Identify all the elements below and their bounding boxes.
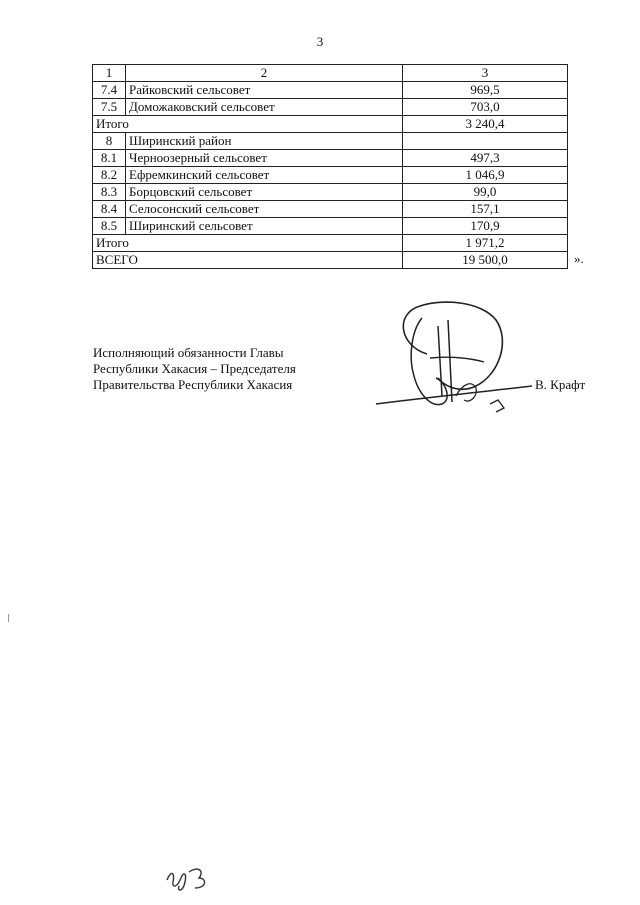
table-row — [93, 82, 568, 99]
signer-title-line-2: Республики Хакасия – Председателя — [93, 361, 296, 376]
municipality-name: Ширинский сельсовет — [126, 218, 403, 235]
margin-mark — [8, 614, 9, 622]
total-value: 1 971,2 — [403, 235, 568, 252]
allocation-table — [92, 64, 568, 269]
municipality-name: Селосонский сельсовет — [126, 201, 403, 218]
table-row — [93, 99, 568, 116]
table-row — [93, 184, 568, 201]
amount-value: 157,1 — [403, 201, 568, 218]
municipality-name: Доможаковский сельсовет — [126, 99, 403, 116]
total-label: Итого — [93, 235, 403, 252]
row-number: 7.5 — [93, 99, 126, 116]
row-number: 8.5 — [93, 218, 126, 235]
table-header-row — [93, 65, 568, 82]
table-row — [93, 167, 568, 184]
table-row — [93, 252, 568, 269]
row-number: 7.4 — [93, 82, 126, 99]
total-value: 19 500,0 — [403, 252, 568, 269]
row-number: 8.2 — [93, 167, 126, 184]
amount-value: 497,3 — [403, 150, 568, 167]
table-row — [93, 150, 568, 167]
header-cell-3: 3 — [403, 65, 568, 82]
amount-value: 703,0 — [403, 99, 568, 116]
amount-value: 969,5 — [403, 82, 568, 99]
municipality-name: Ширинский район — [126, 133, 403, 150]
row-number: 8.4 — [93, 201, 126, 218]
row-number: 8.3 — [93, 184, 126, 201]
municipality-name: Черноозерный сельсовет — [126, 150, 403, 167]
amount-value: 170,9 — [403, 218, 568, 235]
header-cell-1: 1 — [93, 65, 126, 82]
total-value: 3 240,4 — [403, 116, 568, 133]
amount-value — [403, 133, 568, 150]
signer-title — [93, 345, 296, 393]
page-number: 3 — [316, 34, 324, 49]
table-row — [93, 133, 568, 150]
municipality-name: Райковский сельсовет — [126, 82, 403, 99]
handwritten-signature — [372, 296, 537, 421]
signer-title-line-1: Исполняющий обязанности Главы — [93, 345, 284, 360]
handwritten-initials — [163, 862, 213, 894]
total-label: ВСЕГО — [93, 252, 403, 269]
municipality-name: Борцовский сельсовет — [126, 184, 403, 201]
row-number: 8 — [93, 133, 126, 150]
row-number: 8.1 — [93, 150, 126, 167]
header-cell-2: 2 — [126, 65, 403, 82]
municipality-name: Ефремкинский сельсовет — [126, 167, 403, 184]
closing-quote: ». — [574, 251, 584, 266]
amount-value: 99,0 — [403, 184, 568, 201]
table-row — [93, 235, 568, 252]
table-row — [93, 218, 568, 235]
amount-value: 1 046,9 — [403, 167, 568, 184]
signer-title-line-3: Правительства Республики Хакасия — [93, 377, 293, 392]
total-label: Итого — [93, 116, 403, 133]
table-row — [93, 201, 568, 218]
table-row — [93, 116, 568, 133]
signer-name: В. Крафт — [535, 377, 586, 392]
